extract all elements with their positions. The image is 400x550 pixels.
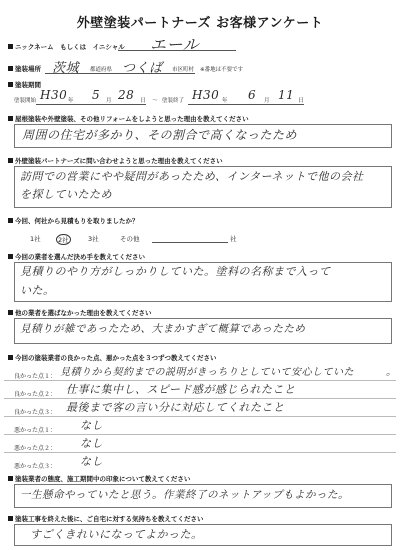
count-option-2-selected: 2社 [58,236,69,244]
bullet-icon [8,218,13,223]
good-point-1: 見積りから契約までの説明がきっちりとしていて安心していた [60,367,354,378]
count-other-underline [152,242,228,243]
nickname-value: エール [150,35,200,54]
count-question: 今回、何社から見積もりを取りましたか？ [8,216,139,225]
period-label: 塗装期間 [8,80,41,89]
bad-point-3: なし [80,455,103,468]
choose-answer-line2: いた。 [20,284,55,297]
good-point-2-label: 良かった点２： [14,391,57,398]
points-question: 今回の塗装業者の良かった点、悪かった点を３つずつ教えてください [8,353,217,362]
start-underline [36,104,146,105]
contact-question: 外壁塗装パートナーズに問い合わせようと思った理由を教えてください [8,156,223,165]
end-era: H30 [192,88,220,102]
start-year-unit: 年 [68,98,74,104]
choose-answer-line1: 見積りのやり方がしっかりしていた。塗料の名称まで入って [20,265,331,278]
period-tilde: 〜 [152,98,158,104]
form-title: 外壁塗装パートナーズ お客様アンケート [76,16,324,31]
contact-answer-line1: 訪問での営業にやや疑問があったため、インターネットで他の会社 [20,170,364,183]
after-question: 塗装工事を終えた後に、ご自宅に対する気持ちを教えてください [8,514,204,523]
prefecture-suffix: 都道府県 [90,67,113,73]
choose-question: 今回の業者を選んだ決め手を教えてください [8,252,145,261]
divider [4,416,396,417]
reason-question: 屋根塗装や外壁塗装、その他リフォームをしようと思った理由を教えてください [8,114,249,123]
city-suffix: 市区町村 [172,67,195,73]
start-day-unit: 日 [140,98,146,104]
end-underline [188,104,304,105]
count-other-unit: 社 [230,235,237,243]
bad-point-1: なし [80,419,103,432]
bullet-icon [8,66,13,71]
bullet-icon [8,355,13,360]
end-year-unit: 年 [222,98,228,104]
bullet-icon [8,158,13,163]
bad-point-2: なし [80,437,103,450]
after-answer: すごくきれいになってよかった。 [30,528,203,541]
end-day: 11 [278,88,295,102]
bullet-icon [8,44,13,49]
end-day-unit: 日 [298,98,304,104]
good-point-1-label: 良かった点１： [14,373,57,380]
bad-point-1-label: 悪かった点１： [14,427,57,434]
prefecture-value: 茨城 [52,61,80,76]
area-underline [45,73,195,74]
bad-point-3-label: 悪かった点３： [14,463,57,470]
good-point-1-mark: 。 [386,367,397,378]
nickname-underline [118,50,236,51]
impression-question: 塗装業者の態度、施工期間中の印象について教えてください [8,474,190,483]
bad-point-2-label: 悪かった点２： [14,445,57,452]
count-option-other: その他 [120,235,140,243]
bullet-icon [8,82,13,87]
city-value: つくば [122,61,163,76]
good-point-3: 最後まで客の言い分に対応してくれたこと [66,401,285,414]
others-answer: 見積りが雑であったため、大まかすぎて概算であったため [20,323,306,335]
end-month: 6 [248,88,257,102]
start-label: 塗装開始 [14,98,37,104]
count-option-3: 3社 [88,235,99,243]
area-label: 塗装場所 [8,64,41,73]
impression-answer: 一生懸命やっていたと思う。作業終了のネットアップもよかった。 [20,489,349,501]
start-day: 28 [118,88,135,102]
start-month-unit: 月 [106,98,112,104]
bullet-icon [8,254,13,259]
start-era: H30 [40,88,68,102]
nickname-label: ニックネーム もしくは イニシャル [8,42,125,51]
contact-answer-line2: を探していたため [20,188,112,201]
start-month: 5 [92,88,101,102]
divider [4,452,396,453]
good-point-3-label: 良かった点３： [14,409,57,416]
end-label: 塗装終了 [162,98,185,104]
good-point-2: 仕事に集中し、スピード感が感じられたこと [66,383,296,396]
bullet-icon [8,310,13,315]
count-option-1: 1社 [30,235,41,243]
end-month-unit: 月 [264,98,270,104]
bullet-icon [8,116,13,121]
bullet-icon [8,476,13,481]
reason-answer: 周囲の住宅が多かり、その割合で高くなったため [22,128,298,142]
divider [4,434,396,435]
others-question: 他の業者を選ばなかった理由を教えてください [8,308,152,317]
area-note: ※番地は不要です [200,67,244,73]
bullet-icon [8,516,13,521]
